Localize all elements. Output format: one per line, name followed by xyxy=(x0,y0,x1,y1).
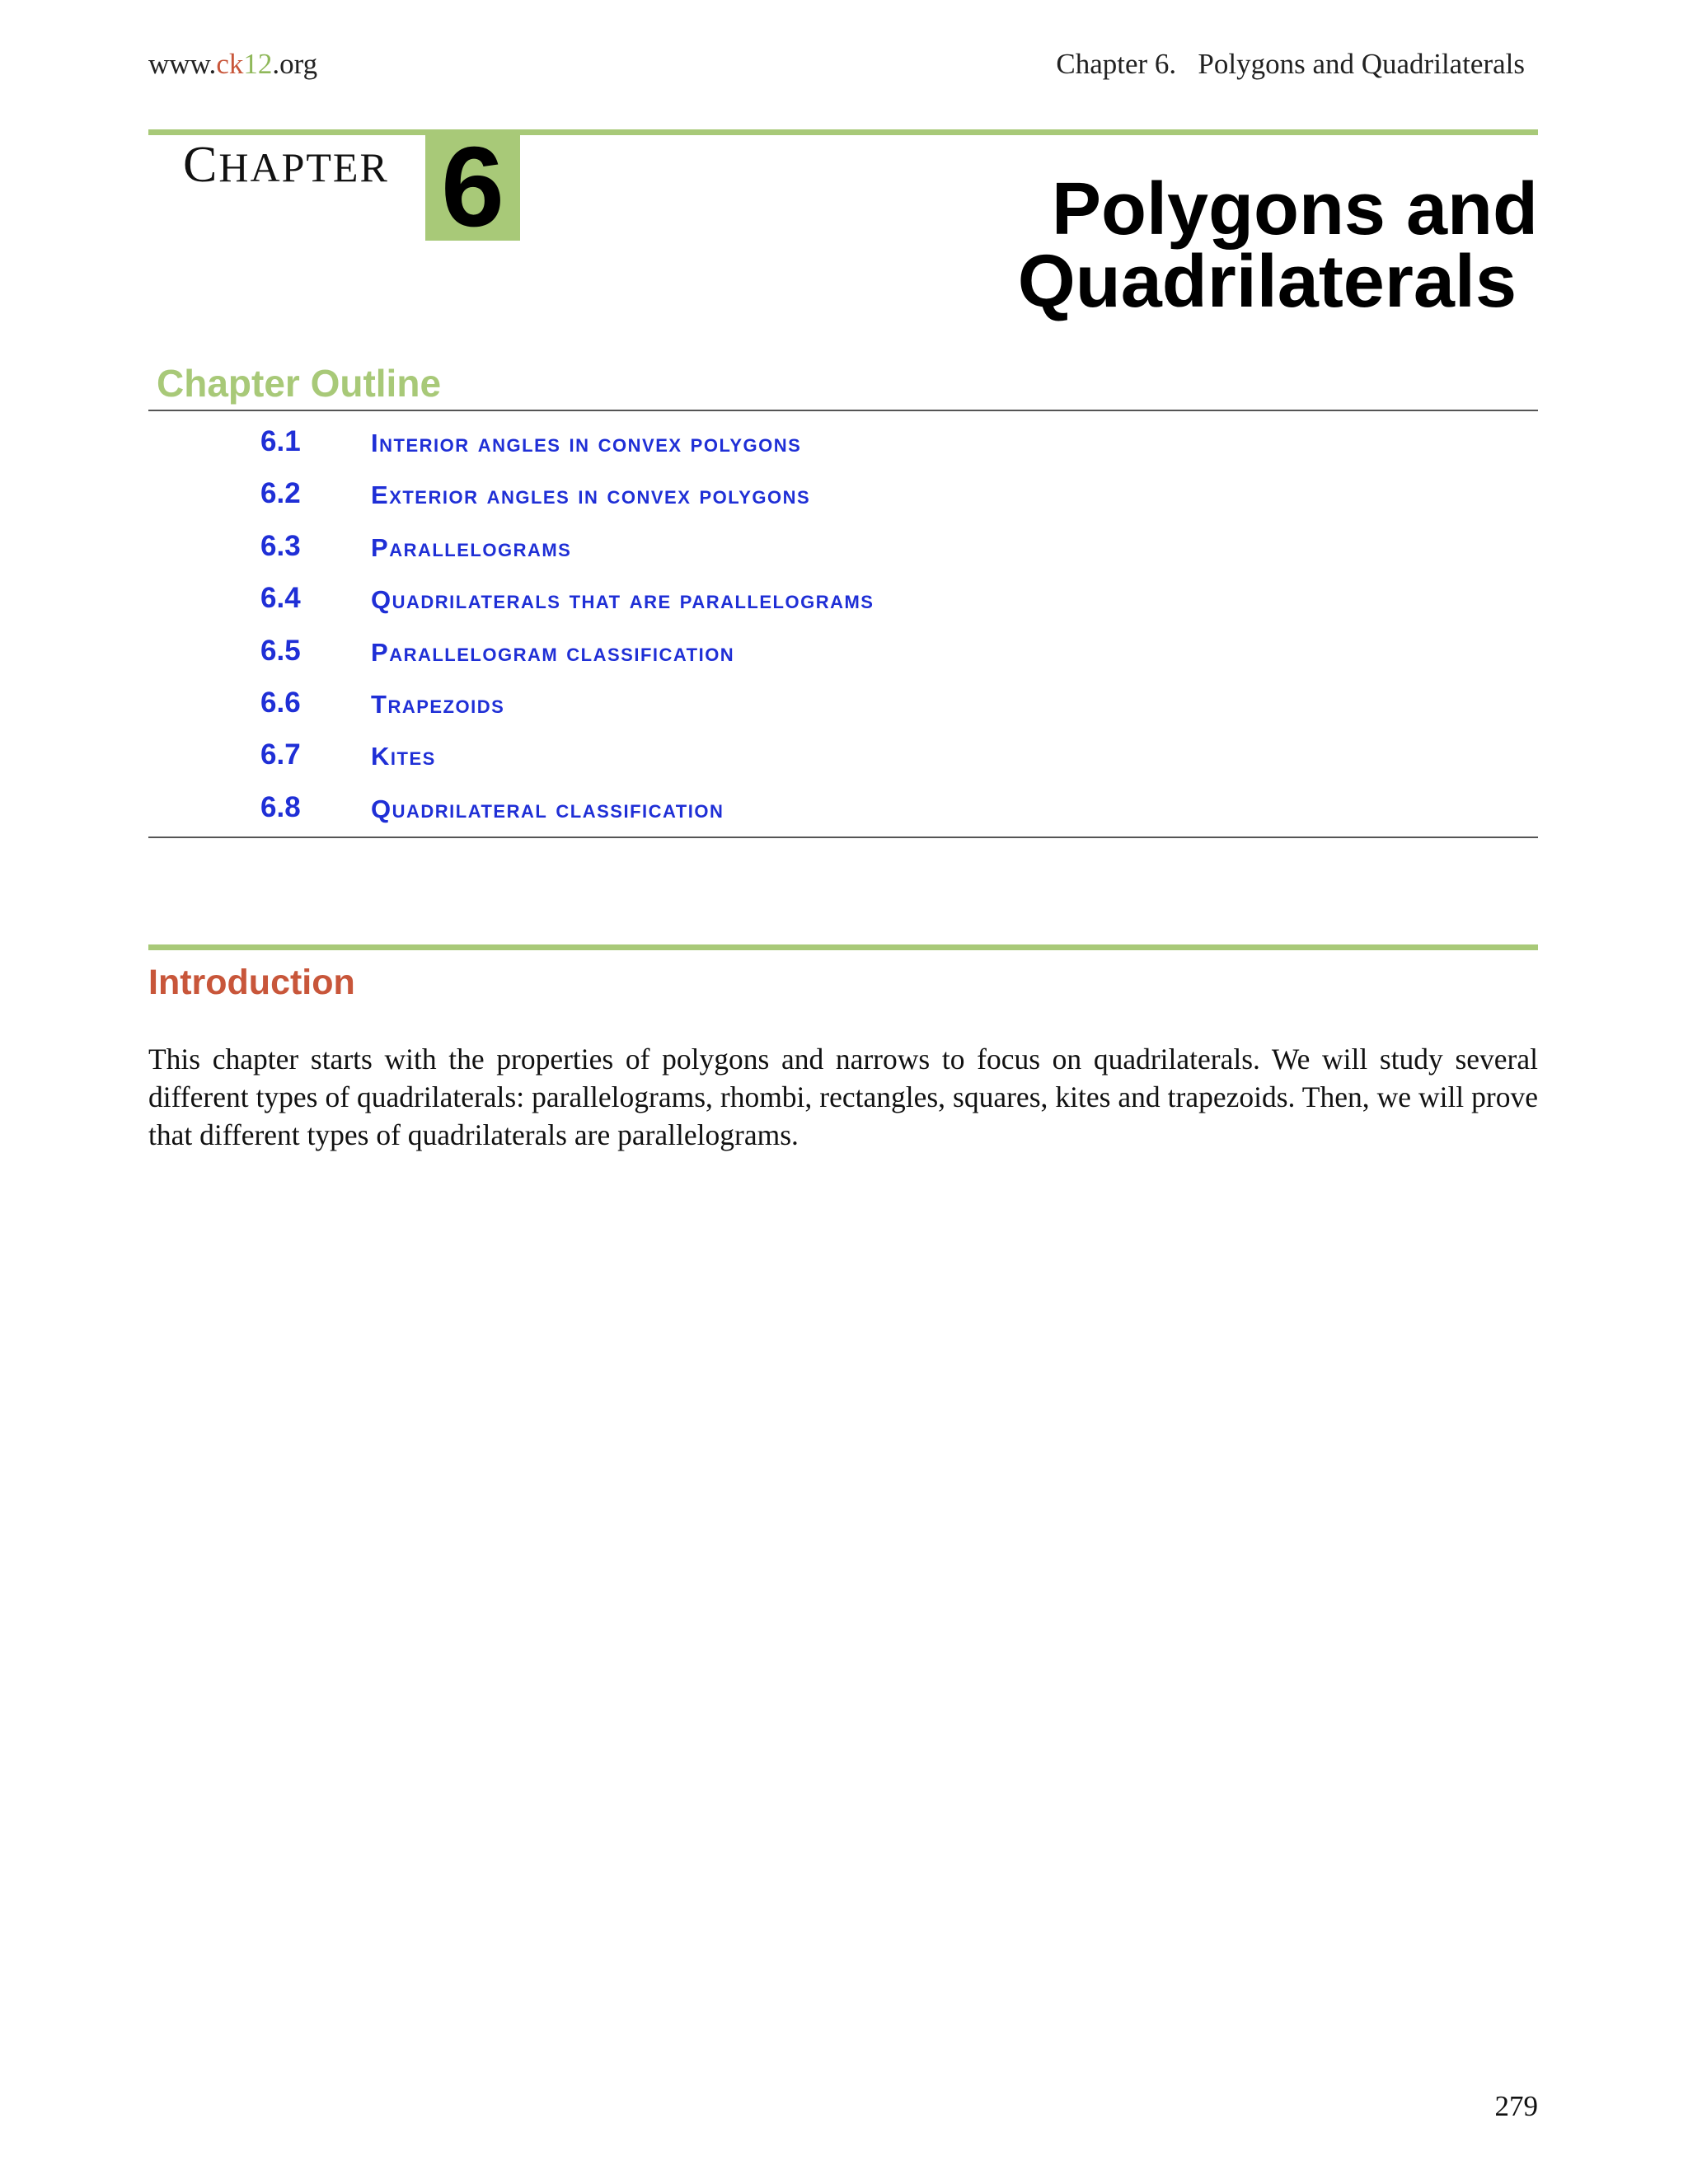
outline-item-6-2[interactable] xyxy=(0,474,1688,526)
site-url[interactable] xyxy=(148,48,317,81)
outline-item-link[interactable]: quadrilateral classification xyxy=(371,794,724,823)
outline-item-number: 6.4 xyxy=(260,582,301,615)
outline-item-number: 6.1 xyxy=(260,425,301,457)
chapter-label xyxy=(183,136,389,194)
chapter-outline-heading: Chapter Outline xyxy=(157,362,442,405)
outline-bottom-rule xyxy=(148,837,1538,838)
outline-item-number: 6.7 xyxy=(260,738,301,771)
outline-item-number: 6.6 xyxy=(260,686,301,719)
chapter-number-box xyxy=(425,124,520,251)
outline-item-link[interactable]: quadrilaterals that are parallelograms xyxy=(371,585,874,615)
outline-top-rule xyxy=(148,410,1538,411)
chapter-top-rule xyxy=(148,129,1538,135)
chapter-title xyxy=(796,168,1538,323)
outline-item-link[interactable]: kites xyxy=(371,742,436,771)
outline-item-number: 6.8 xyxy=(260,790,301,823)
introduction-paragraph: This chapter starts with the properties of polygons and narrows to focus on quadrilaterals. We will study several different types of quadrilaterals: parallelograms, rhombi, rectangles, squares, kites and trapezoids. Then, we will prove that different types of quadrilaterals are parallelograms. xyxy=(148,1043,1538,1151)
chapter-title-line-1: Polygons and xyxy=(1051,168,1538,251)
page-number: 279 xyxy=(1494,2090,1538,2122)
chapter-title-line-2: Quadrilaterals xyxy=(1017,241,1517,323)
chapter-number: 6 xyxy=(441,124,504,251)
site-url-12: 12 xyxy=(243,48,273,80)
outline-item-link[interactable]: exterior angles in convex polygons xyxy=(371,480,811,510)
outline-item-6-7[interactable] xyxy=(0,735,1688,787)
outline-item-link[interactable]: trapezoids xyxy=(371,689,505,719)
introduction-heading: Introduction xyxy=(148,963,355,1002)
chapter-label-rest: HAPTER xyxy=(218,144,389,190)
site-url-ck: ck xyxy=(216,48,244,80)
site-url-prefix: www. xyxy=(148,48,217,80)
chapter-label-initial: C xyxy=(183,137,219,193)
outline-item-link[interactable]: interior angles in convex polygons xyxy=(371,429,802,457)
outline-item-number: 6.2 xyxy=(260,477,301,510)
outline-item-number: 6.5 xyxy=(260,634,301,667)
outline-item-link[interactable]: parallelogram classification xyxy=(371,637,735,667)
outline-item-number: 6.3 xyxy=(260,529,301,562)
outline-item-6-8[interactable] xyxy=(0,788,1688,840)
introduction-rule xyxy=(148,944,1538,950)
chapter-outline-list xyxy=(0,422,1688,840)
running-header xyxy=(148,48,1531,89)
outline-item-link[interactable]: parallelograms xyxy=(371,532,572,562)
site-url-suffix: .org xyxy=(272,48,318,80)
outline-item-6-1[interactable] xyxy=(0,422,1688,474)
outline-item-6-3[interactable] xyxy=(0,527,1688,579)
outline-item-6-6[interactable] xyxy=(0,683,1688,735)
running-title: Chapter 6. Polygons and Quadrilaterals xyxy=(1056,48,1525,80)
outline-item-6-4[interactable] xyxy=(0,579,1688,630)
outline-item-6-5[interactable] xyxy=(0,631,1688,683)
